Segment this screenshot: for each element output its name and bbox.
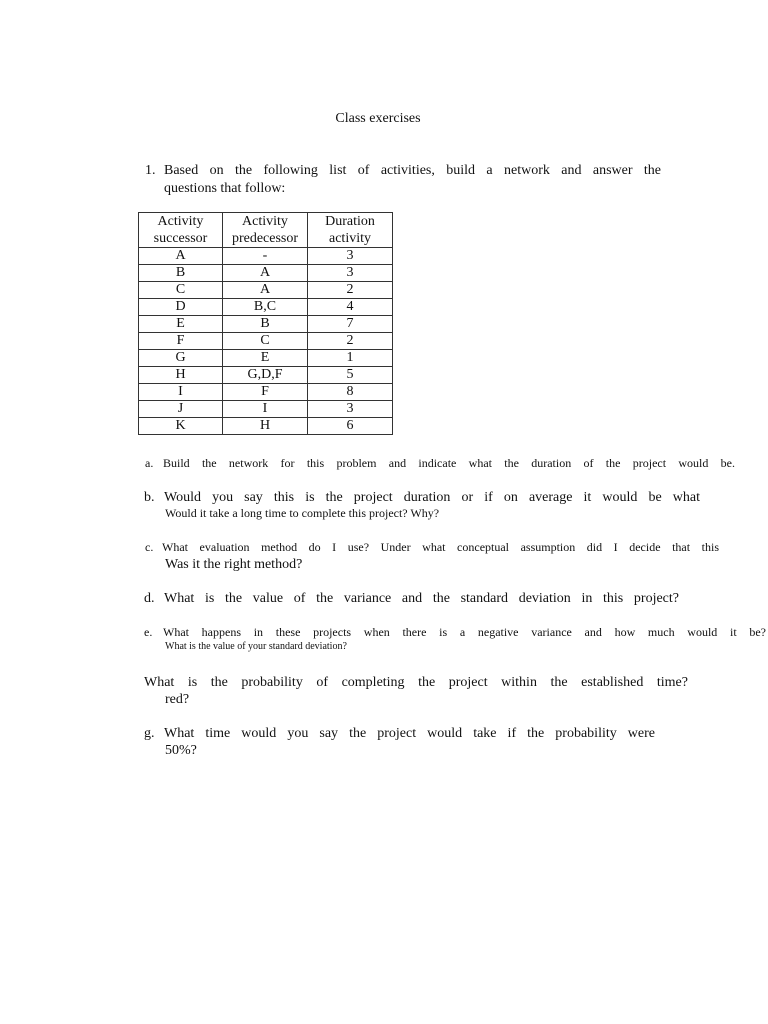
table-header-row [139, 213, 393, 248]
question-f-line1: What is the probability of completing the project within the established time? [144, 675, 688, 690]
activity-table [138, 212, 393, 435]
question-g-line1: What time would you say the project would take if the probability were [164, 726, 655, 741]
cell-predecessor: A [223, 265, 308, 282]
cell-predecessor: C [223, 333, 308, 350]
table-row [139, 401, 393, 418]
cell-predecessor: H [223, 418, 308, 435]
cell-duration: 7 [308, 316, 393, 333]
question-label: d. [144, 591, 155, 606]
cell-successor: C [139, 282, 223, 299]
cell-duration: 8 [308, 384, 393, 401]
question-b-line2: Would it take a long time to complete this project? Why? [165, 506, 440, 520]
cell-successor: F [139, 333, 223, 350]
cell-predecessor: G,D,F [223, 367, 308, 384]
cell-successor: D [139, 299, 223, 316]
question-e-line1: What happens in these projects when there is a negative variance and how much would it be? [163, 625, 766, 639]
cell-successor: H [139, 367, 223, 384]
question-label: a. [145, 456, 154, 470]
cell-duration: 6 [308, 418, 393, 435]
table-row [139, 333, 393, 350]
header-successor: Activity successor [139, 213, 223, 248]
table-row [139, 265, 393, 282]
question-f-line2: red? [165, 692, 190, 707]
table-row [139, 418, 393, 435]
cell-duration: 4 [308, 299, 393, 316]
cell-predecessor: B,C [223, 299, 308, 316]
table-row [139, 282, 393, 299]
cell-successor: A [139, 248, 223, 265]
table-row [139, 316, 393, 333]
table-row [139, 367, 393, 384]
question-number: 1. [145, 163, 156, 178]
table-row [139, 350, 393, 367]
cell-predecessor: B [223, 316, 308, 333]
question-g-line2: 50%? [165, 743, 197, 758]
question-d-line1: What is the value of the variance and the standard deviation in this project? [164, 591, 679, 606]
cell-duration: 3 [308, 401, 393, 418]
header-duration: Duration activity [308, 213, 393, 248]
question-c-line1: What evaluation method do I use? Under what conceptual assumption did I decide that this [162, 540, 719, 554]
cell-successor: K [139, 418, 223, 435]
table-row [139, 248, 393, 265]
cell-duration: 3 [308, 265, 393, 282]
question-label: g. [144, 726, 155, 741]
cell-duration: 2 [308, 333, 393, 350]
cell-predecessor: F [223, 384, 308, 401]
question-e-line2: What is the value of your standard deviation? [165, 641, 347, 652]
cell-successor: B [139, 265, 223, 282]
question-1-line1: Based on the following list of activities, build a network and answer the [164, 163, 661, 178]
question-label: b. [144, 490, 155, 505]
cell-duration: 3 [308, 248, 393, 265]
cell-successor: I [139, 384, 223, 401]
cell-predecessor: I [223, 401, 308, 418]
page-title: Class exercises [335, 111, 421, 126]
cell-predecessor: E [223, 350, 308, 367]
question-1-line2: questions that follow: [164, 181, 286, 196]
cell-successor: G [139, 350, 223, 367]
header-predecessor: Activity predecessor [223, 213, 308, 248]
cell-predecessor: - [223, 248, 308, 265]
cell-duration: 1 [308, 350, 393, 367]
cell-predecessor: A [223, 282, 308, 299]
question-label: c. [145, 540, 154, 554]
table-row [139, 384, 393, 401]
cell-duration: 5 [308, 367, 393, 384]
question-label: e. [144, 625, 153, 639]
question-a-line1: Build the network for this problem and indicate what the duration of the project would be. [163, 456, 735, 470]
table-row [139, 299, 393, 316]
cell-successor: E [139, 316, 223, 333]
cell-successor: J [139, 401, 223, 418]
cell-duration: 2 [308, 282, 393, 299]
question-c-line2: Was it the right method? [165, 557, 303, 572]
question-b-line1: Would you say this is the project duration or if on average it would be what [164, 490, 700, 505]
